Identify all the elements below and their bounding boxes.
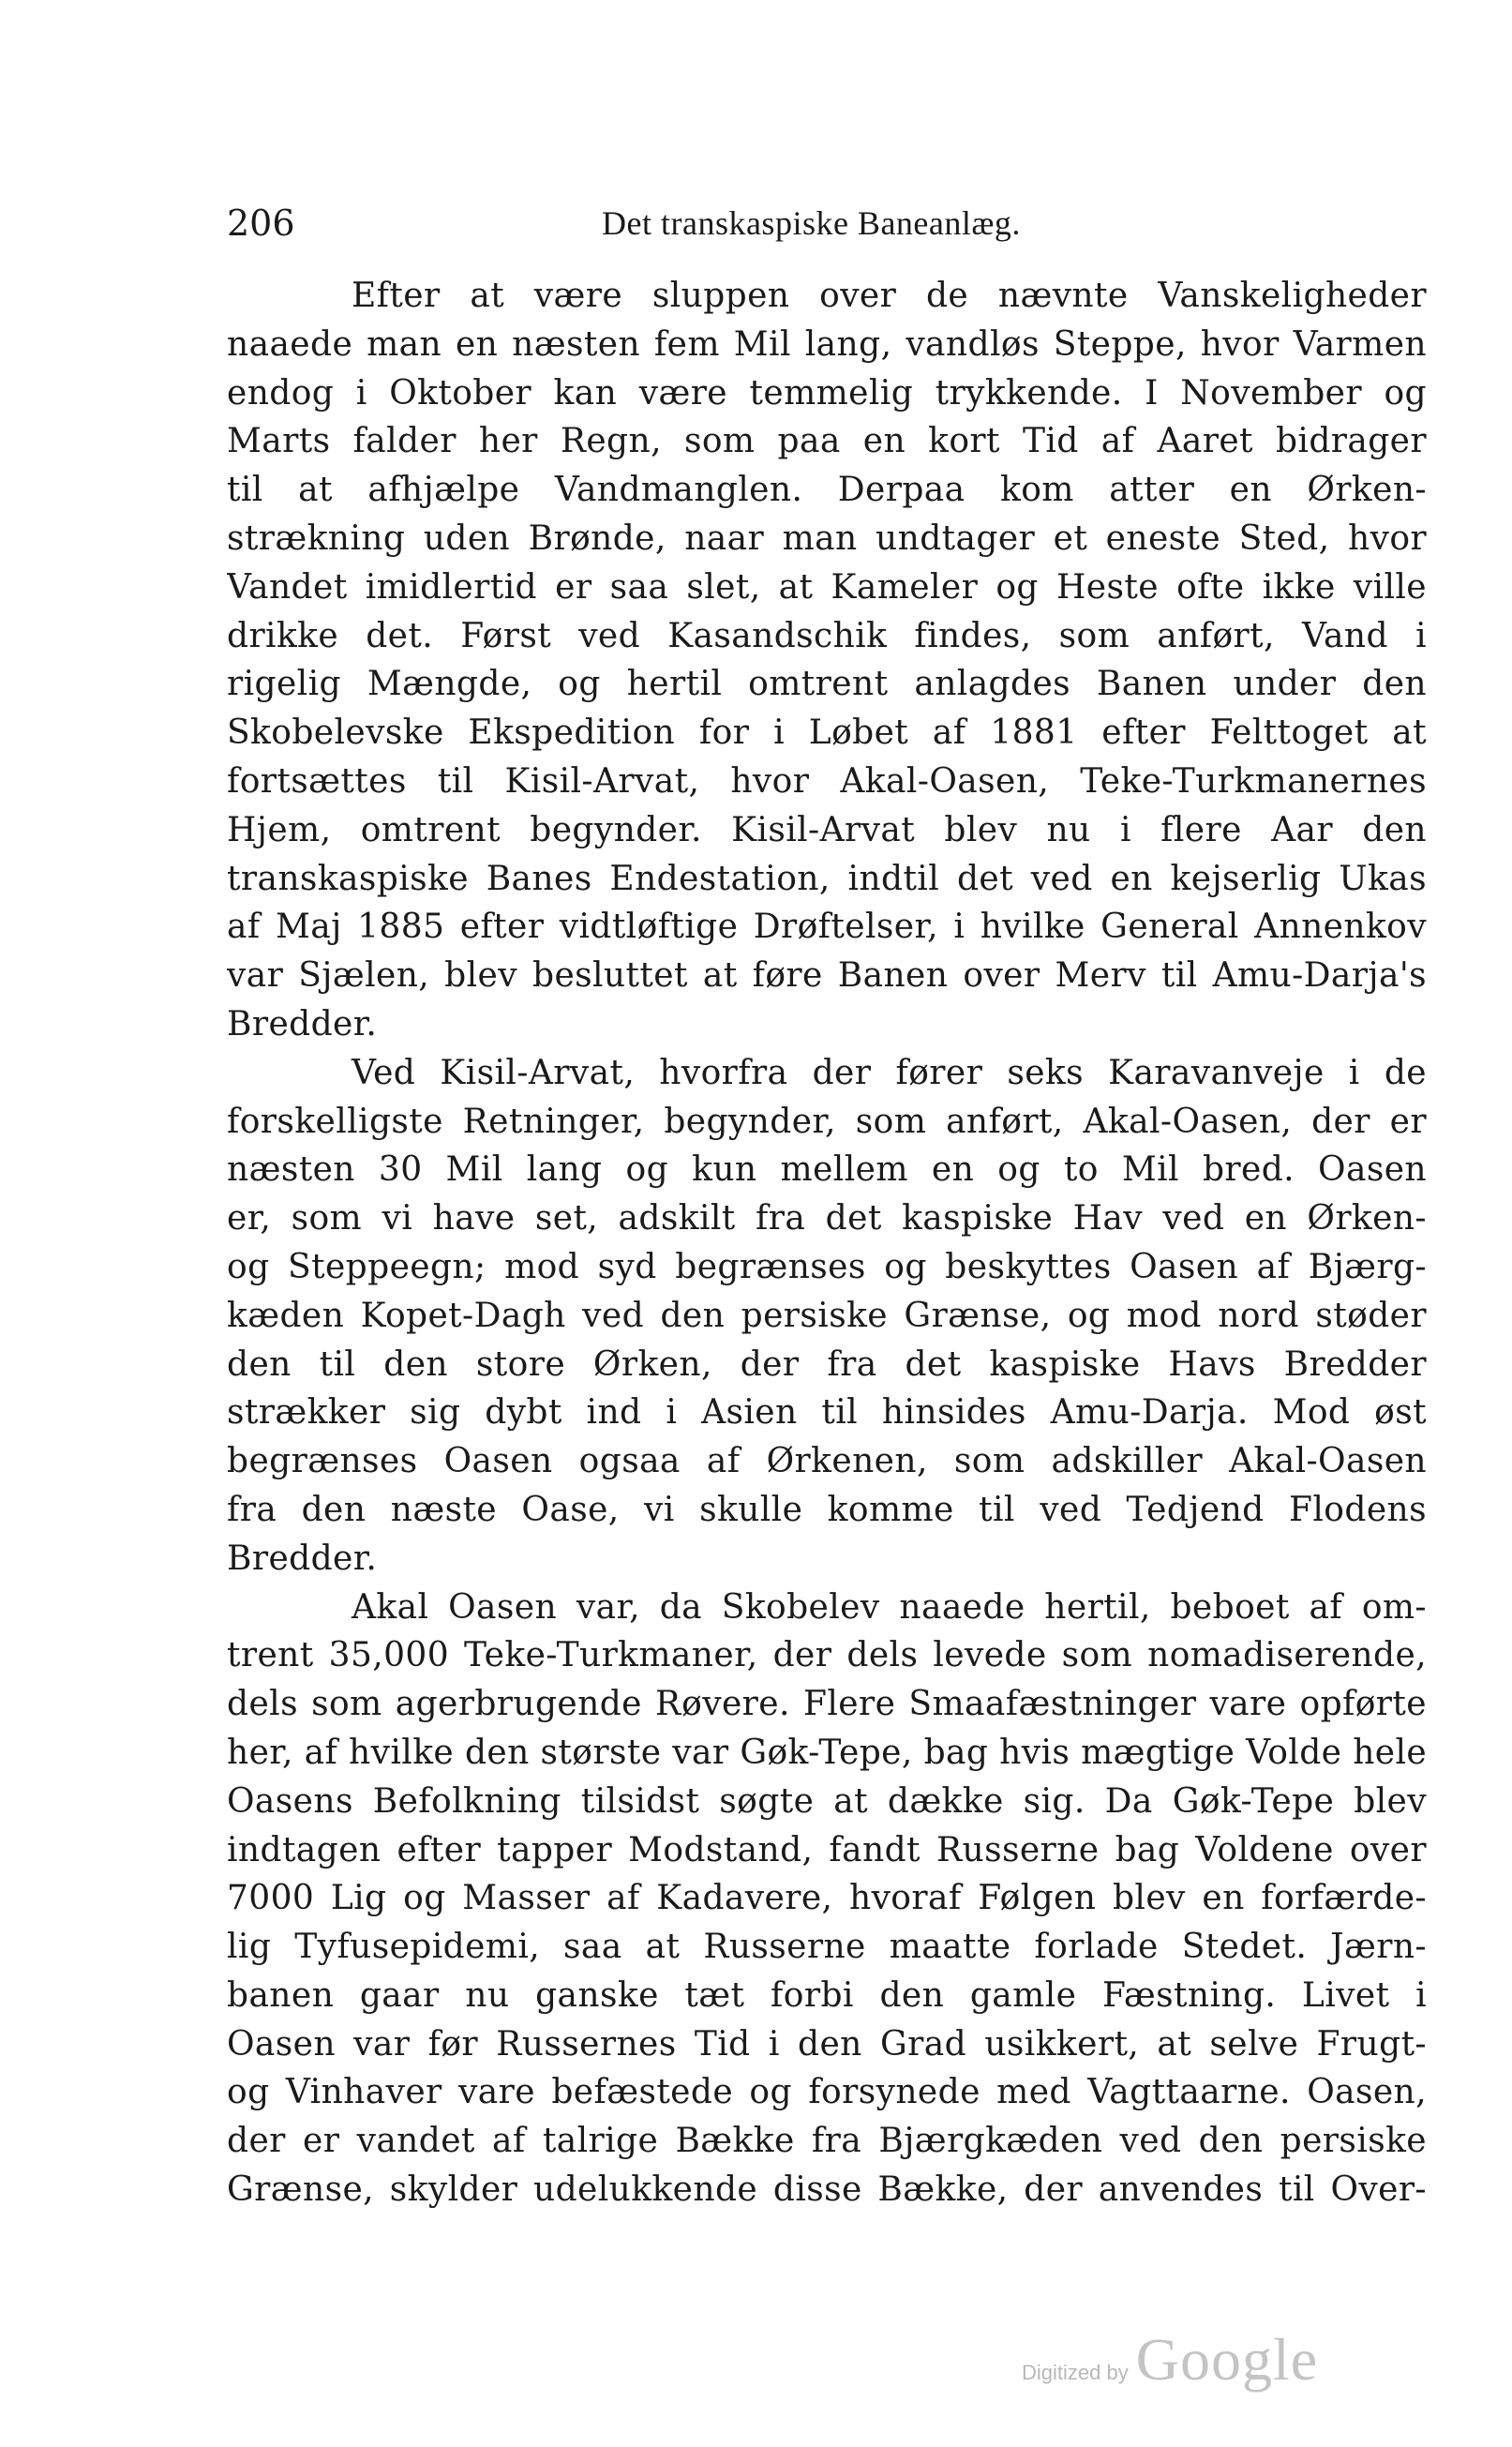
text-line: lig Tyfusepidemi, saa at Russerne maatte forlade Stedet. Jærn- (227, 1928, 1427, 1967)
text-line: der er vandet af talrige Bække fra Bjærgkæden ved den persiske (227, 2122, 1427, 2161)
text-line: rigelig Mængde, og hertil omtrent anlagdes Banen under den (227, 665, 1427, 704)
text-line: begrænses Oasen ogsaa af Ørkenen, som adskiller Akal-Oasen (227, 1442, 1427, 1481)
text-line: Vandet imidlertid er saa slet, at Kameler og Heste ofte ikke ville (227, 567, 1427, 607)
text-line: Ved Kisil-Arvat, hvorfra der fører seks Karavanveje i de (352, 1053, 1427, 1092)
text-line: fra den næste Oase, vi skulle komme til ved Tedjend Flodens (227, 1490, 1427, 1529)
text-line: til at afhjælpe Vandmanglen. Derpaa kom atter en Ørken- (227, 471, 1427, 510)
text-line: er, som vi have set, adskilt fra det kaspiske Hav ved en Ørken- (227, 1199, 1427, 1239)
page-number: 206 (227, 203, 295, 244)
page-header (227, 195, 1427, 251)
text-line: Skobelevske Ekspedition for i Løbet af 1881 efter Felttoget at (227, 713, 1427, 753)
text-line: og Steppeegn; mod syd begrænses og beskyttes Oasen af Bjærg- (227, 1247, 1427, 1286)
text-line: Grænse, skylder udelukkende disse Bække, der anvendes til Over- (227, 2170, 1427, 2210)
text-line: Akal Oasen var, da Skobelev naaede hertil, beboet af om- (352, 1587, 1427, 1627)
text-line: den til den store Ørken, der fra det kaspiske Havs Bredder (227, 1344, 1427, 1384)
text-line: Marts falder her Regn, som paa en kort Tid af Aaret bidrager (227, 422, 1427, 461)
text-line: Bredder. (227, 1539, 378, 1578)
text-line: næsten 30 Mil lang og kun mellem en og to Mil bred. Oasen (227, 1150, 1427, 1190)
body-text (227, 272, 1427, 2214)
text-line: Bredder. (227, 1004, 378, 1043)
text-line: fortsættes til Kisil-Arvat, hvor Akal-Oasen, Teke-Turkmanernes (227, 761, 1427, 801)
text-line: endog i Oktober kan være temmelig trykkende. I November og (227, 373, 1427, 413)
text-line: dels som agerbrugende Røvere. Flere Smaafæstninger vare opførte (227, 1685, 1427, 1724)
text-line: var Sjælen, blev besluttet at føre Banen over Merv til Amu-Darja's (227, 956, 1427, 996)
text-line: Hjem, omtrent begynder. Kisil-Arvat blev nu i flere Aar den (227, 810, 1427, 849)
text-line: indtagen efter tapper Modstand, fandt Russerne bag Voldene over (227, 1830, 1427, 1869)
text-line: kæden Kopet-Dagh ved den persiske Grænse, og mod nord støder (227, 1296, 1427, 1335)
text-line: Oasen var før Russernes Tid i den Grad usikkert, at selve Frugt- (227, 2024, 1427, 2064)
text-line: forskelligste Retninger, begynder, som anført, Akal-Oasen, der er (227, 1102, 1427, 1141)
watermark-prefix: Digitized by (1022, 2361, 1129, 2384)
text-line: og Vinhaver vare befæstede og forsynede med Vagttaarne. Oasen, (227, 2073, 1427, 2112)
text-line: transkaspiske Banes Endestation, indtil det ved en kejserlig Ukas (227, 859, 1427, 898)
text-line: 7000 Lig og Masser af Kadavere, hvoraf Følgen blev en forfærde- (227, 1879, 1427, 1918)
text-line: trent 35,000 Teke-Turkmaner, der dels levede som nomadiserende, (227, 1636, 1427, 1675)
text-line: naaede man en næsten fem Mil lang, vandløs Steppe, hvor Varmen (227, 324, 1427, 364)
text-line: Oasens Befolkning tilsidst søgte at dække sig. Da Gøk-Tepe blev (227, 1781, 1427, 1821)
digitized-by-google-watermark (1022, 2325, 1350, 2400)
google-logo-text: Google (1135, 2326, 1319, 2393)
running-head: Det transkaspiske Baneanlæg. (602, 204, 1021, 242)
text-line: strækker sig dybt ind i Asien til hinsides Amu-Darja. Mod øst (227, 1393, 1427, 1433)
text-line: af Maj 1885 efter vidtløftige Drøftelser, i hvilke General Annenkov (227, 908, 1427, 947)
text-line: her, af hvilke den største var Gøk-Tepe, bag hvis mægtige Volde hele (227, 1733, 1427, 1772)
text-line: Efter at være sluppen over de nævnte Vanskeligheder (352, 277, 1427, 315)
text-line: banen gaar nu ganske tæt forbi den gamle Fæstning. Livet i (227, 1975, 1427, 2015)
text-line: drikke det. Først ved Kasandschik findes, som anført, Vand i (227, 616, 1427, 655)
text-line: strækning uden Brønde, naar man undtager et eneste Sted, hvor (227, 518, 1427, 558)
